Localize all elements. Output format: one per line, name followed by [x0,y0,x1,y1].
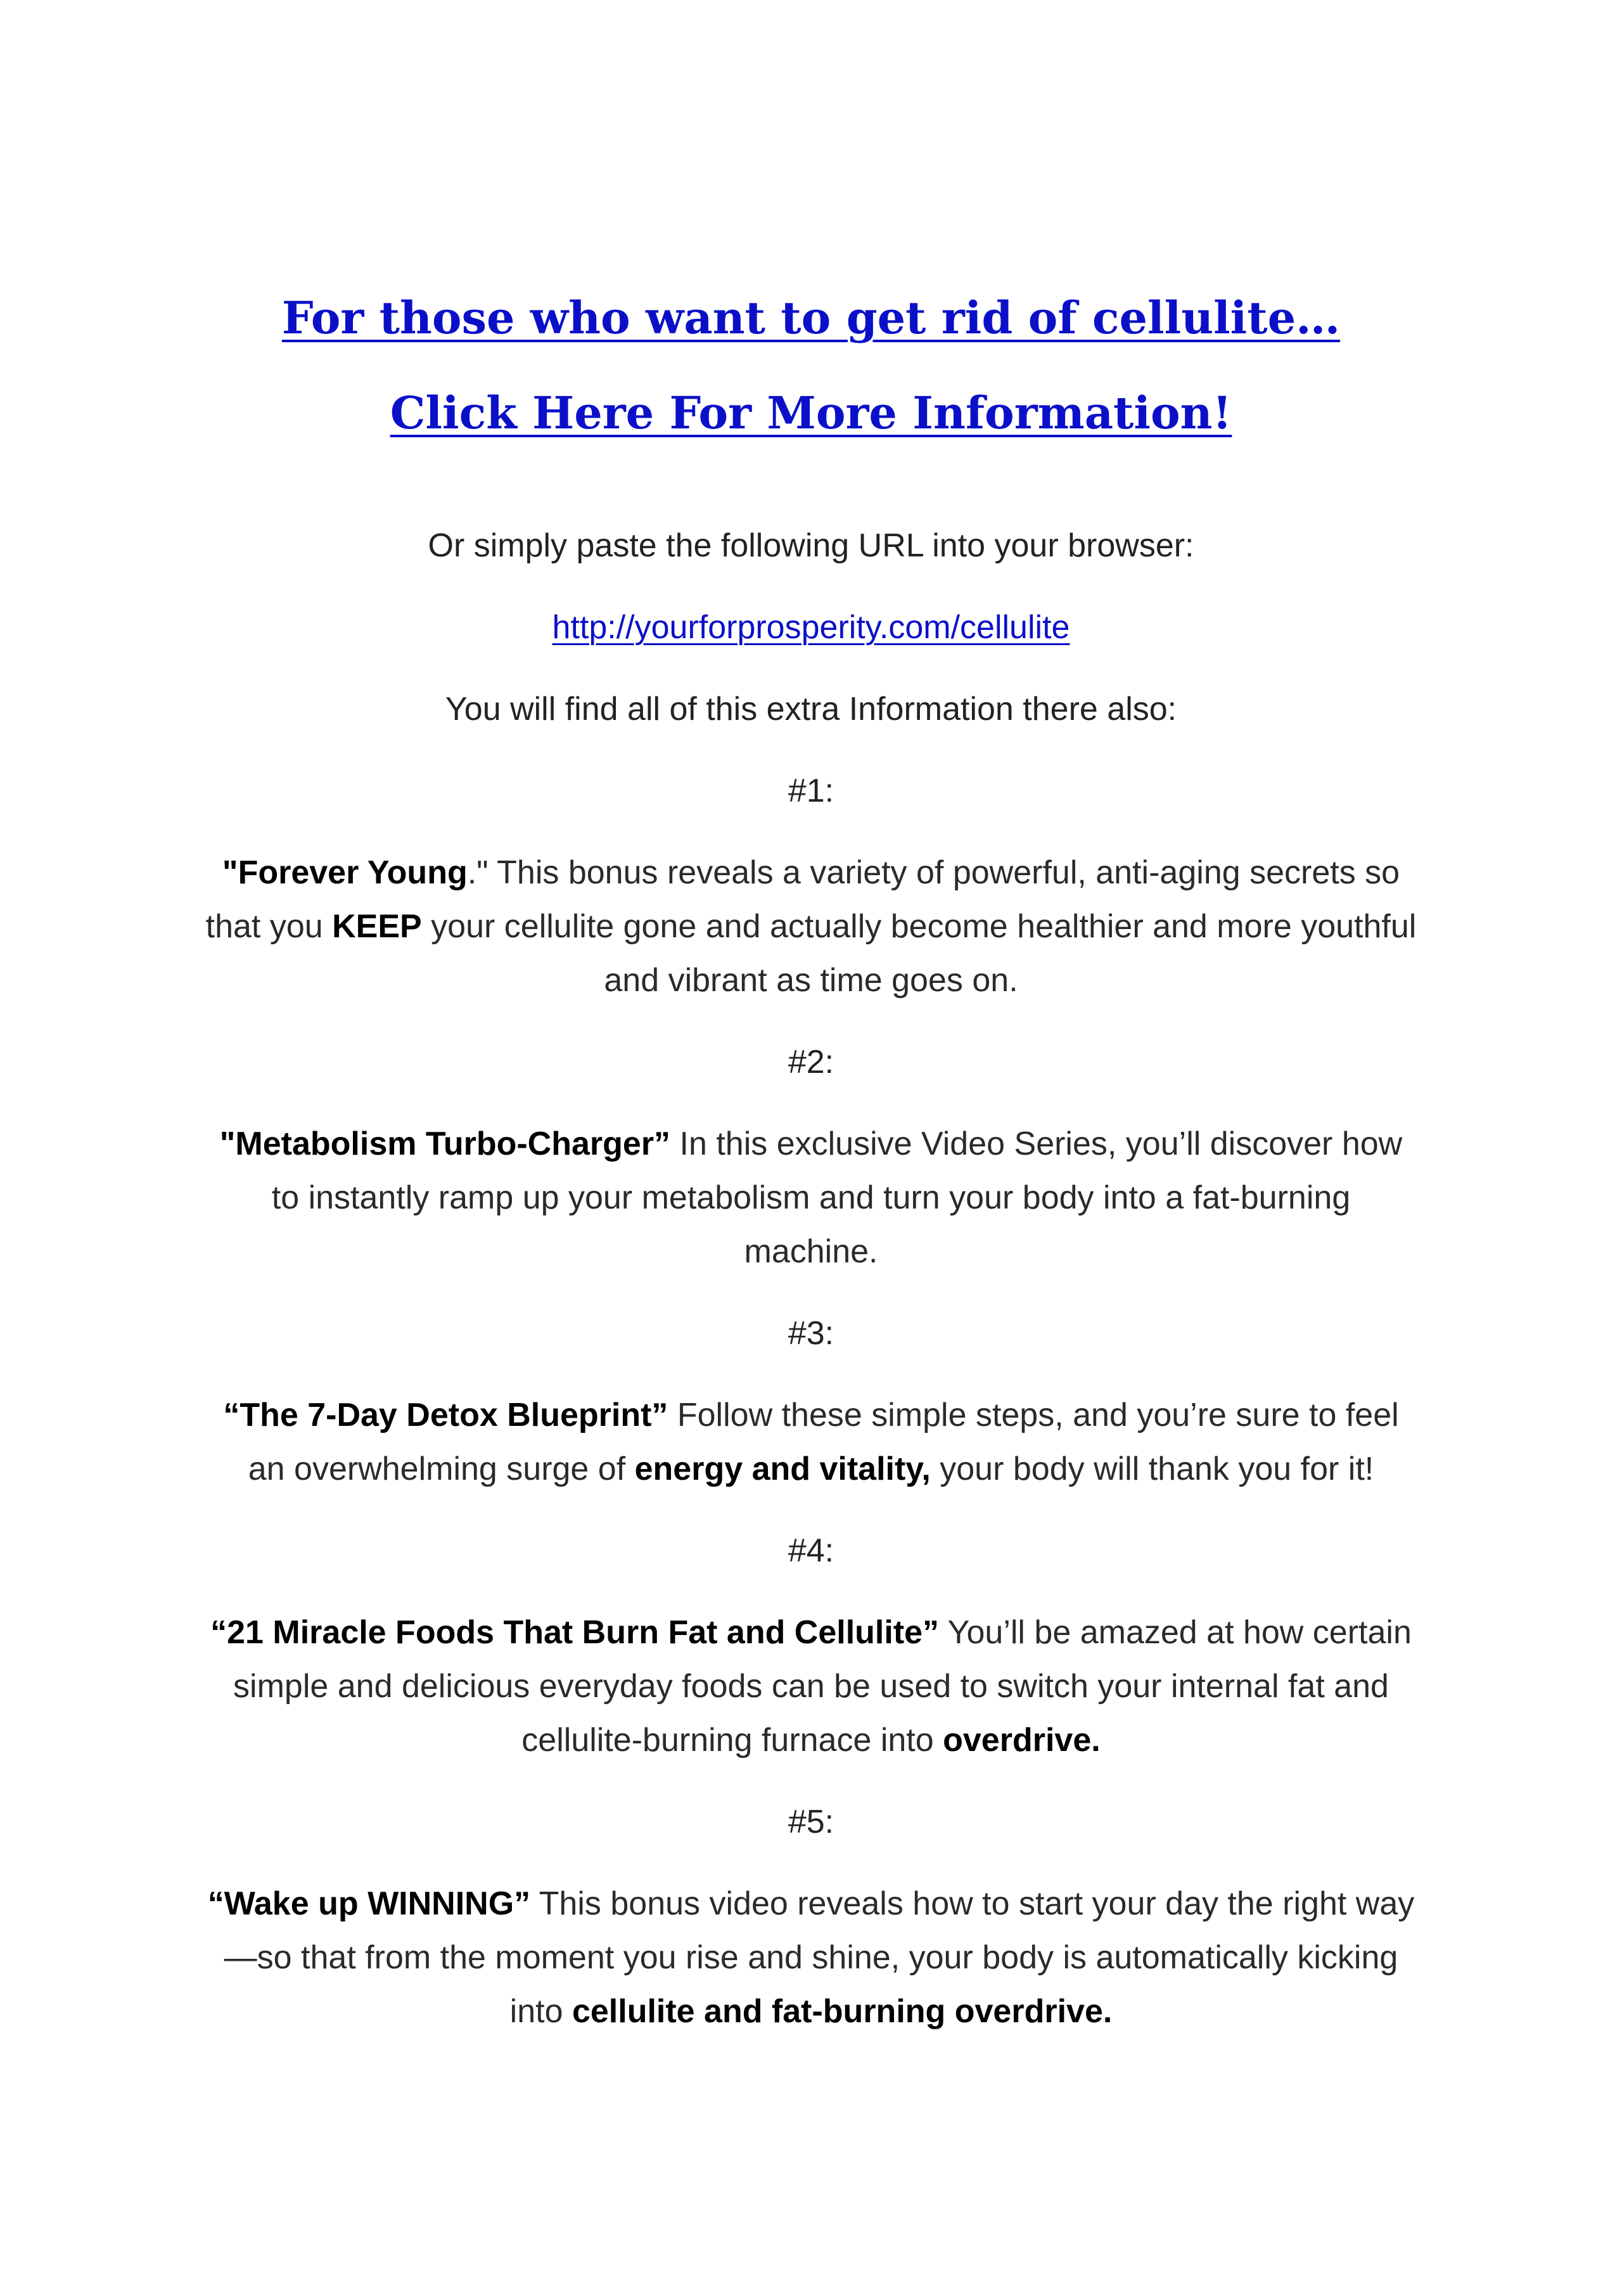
bonus-description-3 [196,1389,1426,1496]
bonus-text-1b: your cellulite gone and actually become healthier and more youthful and vibrant as time goes on. [421,908,1417,999]
bonus-text-2a: In this exclusive Video Series, you’ll discover how to instantly ramp up your metabolism and turn your body into a fat-burning machine. [271,1126,1403,1270]
click-here-link[interactable]: Click Here For More Information! [390,387,1232,439]
bonus-description-1 [196,846,1426,1008]
paste-url-instruction: Or simply paste the following URL into your browser: [428,527,1194,564]
bonus-description-5 [196,1877,1426,2039]
extra-info-text: You will find all of this extra Information there also: [445,691,1177,728]
bonus-title-3: “The 7-Day Detox Blueprint” [223,1397,668,1433]
bonus-title-2: "Metabolism Turbo-Charger” [219,1126,671,1162]
bonus-title-1: "Forever Young [222,854,468,891]
bonus-text-1a: ." This bonus reveals a variety of powerful, anti-aging secrets so that you [205,854,1400,945]
bonus-text-4a: You’ll be amazed at how certain simple and delicious everyday foods can be used to switch your internal fat and cellulite-burning furnace into [233,1614,1412,1759]
bonus-text-3a: Follow these simple steps, and you’re sure to feel an overwhelming surge of [248,1397,1399,1487]
bonus-emphasis-3: energy and vitality, [634,1451,931,1487]
bonus-emphasis-5: cellulite and fat-burning overdrive. [572,1993,1113,2030]
url-link[interactable]: http://yourforprosperity.com/cellulite [552,609,1070,646]
bonus-number-1: #1: [788,773,834,809]
bonus-number-4: #4: [788,1532,834,1569]
headline-cellulite-link[interactable]: For those who want to get rid of cellulite… [281,292,1341,344]
bonus-title-5: “Wake up WINNING” [207,1885,531,1922]
bonus-emphasis-1: KEEP [332,908,422,945]
bonus-number-5: #5: [788,1804,834,1840]
bonus-emphasis-4: overdrive. [943,1722,1101,1759]
bonus-description-2 [196,1117,1426,1279]
bonus-text-5a: This bonus video reveals how to start your day the right way—so that from the moment you rise and shine, your body is automatically kicking into [224,1885,1415,2030]
document-content [196,288,1426,2067]
bonus-text-3b: your body will thank you for it! [930,1451,1374,1487]
url-paragraph [196,601,1426,655]
bonus-number-2: #2: [788,1044,834,1081]
bonus-title-4: “21 Miracle Foods That Burn Fat and Cellulite” [210,1614,940,1651]
bonus-number-3: #3: [788,1315,834,1352]
bonus-description-4 [196,1606,1426,1767]
